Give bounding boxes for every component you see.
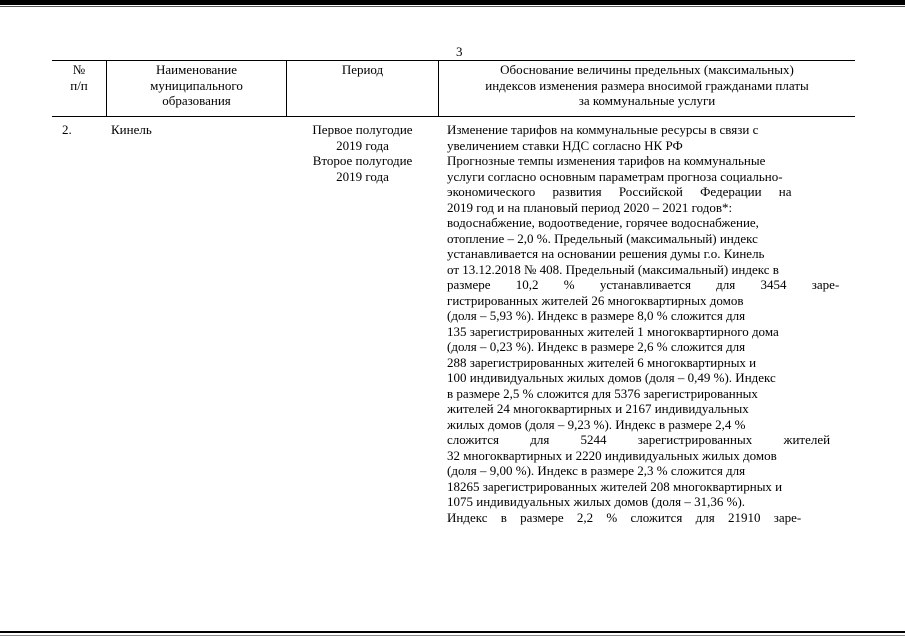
justification-line: 288 зарегистрированных жителей 6 многоквартирных и [447,354,757,370]
justification-line: 18265 зарегистрированных жителей 208 многоквартирных и [447,478,783,494]
header-name-line: образования [162,93,231,108]
table-top-rule [52,60,855,61]
scan-top-border-line [0,6,905,7]
justification-line: увеличением ставки НДС согласно НК РФ [447,137,683,153]
header-name [107,62,286,109]
justification-line: 100 индивидуальных жилых домов (доля – 0,49 %). Индекс [447,370,776,385]
justification-line: отопление – 2,0 %. Предельный (максимальный) индекс [447,230,758,246]
page-number: 3 [456,44,463,59]
justification-line: устанавливается на основании решения думы г.о. Кинель [447,246,765,261]
justification-line: 1075 индивидуальных жилых домов (доля – 31,36 %). [447,494,746,509]
justification-line: от 13.12.2018 № 408. Предельный (максимальный) индекс в [447,261,779,277]
row-municipality-name: Кинель [111,122,152,137]
scan-bottom-border [0,631,905,633]
row-number: 2. [62,122,72,137]
justification-line: Изменение тарифов на коммунальные ресурсы в связи с [447,122,759,137]
row-periods [287,122,438,184]
justification-line: (доля – 0,23 %). Индекс в размере 2,6 % сложится для [447,339,746,354]
justification-line: Индекс в размере 2,2 % сложится для 21910 заре- [447,509,802,525]
table-header-rule [52,116,855,117]
justification-line: жителей 24 многоквартирных и 2167 индивидуальных [447,401,749,416]
justification-line: в размере 2,5 % сложится для 5376 зарегистрированных [447,385,758,401]
period-line: Первое полугодие [312,122,413,137]
header-name-line: муниципального [150,77,243,93]
header-number [52,62,106,93]
header-number-line: № [72,62,86,77]
header-justification-line: Обоснование величины предельных (максимальных) [500,62,794,77]
justification-line: (доля – 9,00 %). Индекс в размере 2,3 % сложится для [447,463,746,478]
period-line: 2019 года [336,168,389,184]
header-name-line: Наименование [156,62,237,77]
header-number-line: п/п [70,77,88,93]
period-line: Второе полугодие [312,153,413,168]
header-period [287,62,438,78]
justification-line: услуги согласно основным параметрам прогноза социально- [447,168,783,184]
scan-top-border [0,0,905,5]
justification-line: сложится для 5244 зарегистрированных жителей [447,432,831,447]
justification-line: размере 10,2 % устанавливается для 3454 заре- [447,277,840,292]
scan-bottom-border-line [0,635,905,636]
header-justification [439,62,855,109]
header-justification-line: за коммунальные услуги [578,93,716,108]
justification-line: Прогнозные темпы изменения тарифов на коммунальные [447,153,766,168]
header-justification-line: индексов изменения размера вносимой гражданами платы [485,77,809,93]
justification-line: гистрированных жителей 26 многоквартирных домов [447,292,744,308]
justification-line: 32 многоквартирных и 2220 индивидуальных жилых домов [447,447,777,463]
justification-line: экономического развития Российской Федерации на [447,184,792,199]
row-justification [447,122,850,525]
justification-line: 2019 год и на плановый период 2020 – 2021 годов*: [447,199,733,215]
justification-line: 135 зарегистрированных жителей 1 многоквартирного дома [447,323,779,339]
justification-line: жилых домов (доля – 9,23 %). Индекс в размере 2,4 % [447,416,746,432]
justification-line: водоснабжение, водоотведение, горячее водоснабжение, [447,215,759,230]
period-line: 2019 года [336,137,389,153]
justification-line: (доля – 5,93 %). Индекс в размере 8,0 % сложится для [447,308,746,323]
header-period-text: Период [341,62,384,77]
